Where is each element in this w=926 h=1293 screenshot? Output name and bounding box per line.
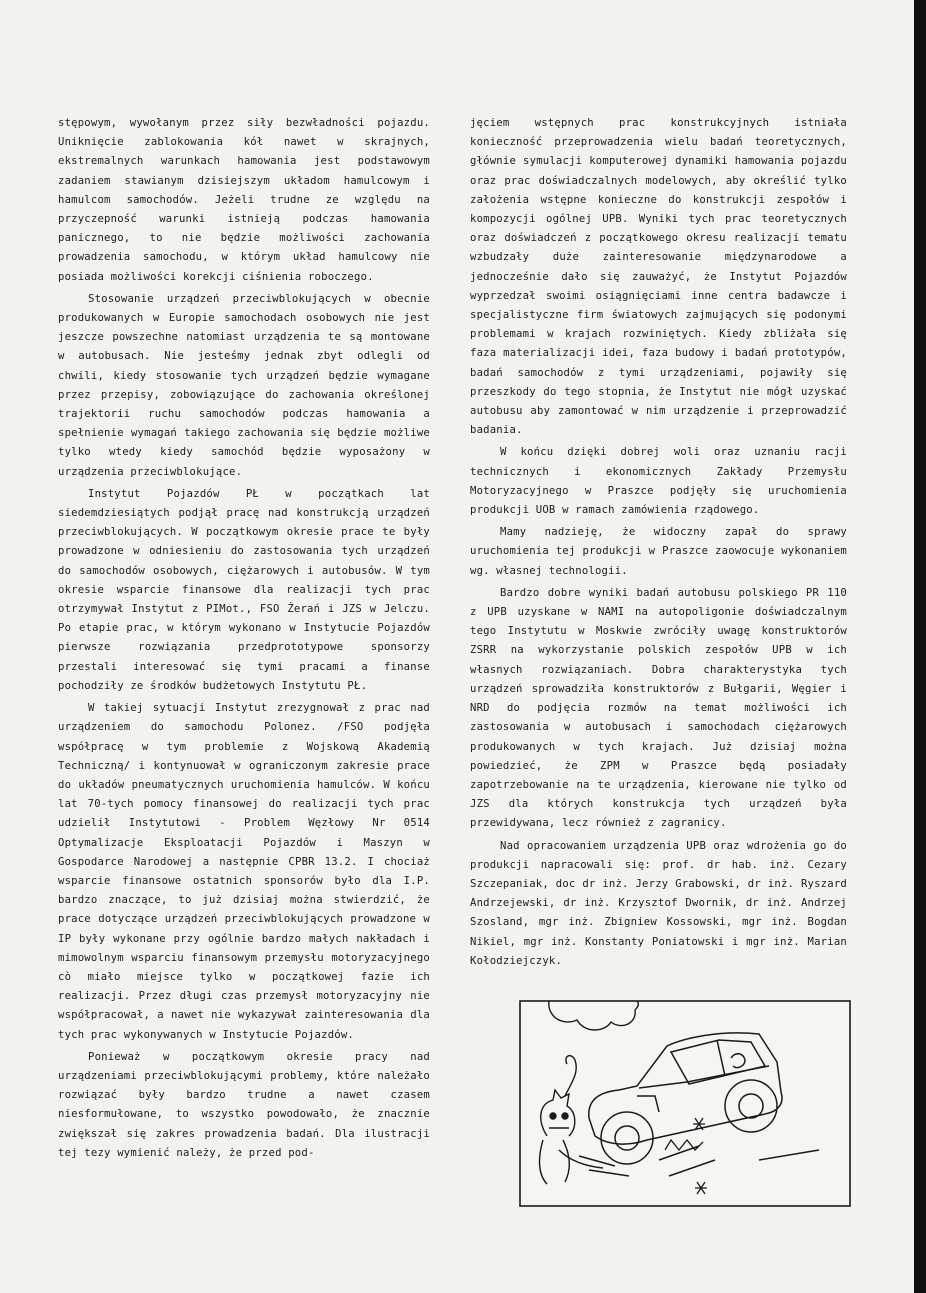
right-paragraph-1: jęciem wstępnych prac konstrukcyjnych istniała konieczność przeprowadzenia wielu badań teoretycznych, głównie symulacji komputerowej dynamiki hamowania pojazdu oraz prac doświadczalnych modelowych, aby określić tylko założenia wstępne konieczne do konstrukcji zespołów i kompozycji ogólnej UPB. Wyniki tych prac teoretycznych oraz doświadczeń z początkowego okresu realizacji tematu wzbudzały duże zainteresowanie międzynarodowe a jednocześnie dało się zauważyć, że Instytut Pojazdów wyprzedzał swoimi osiągnięciami inne centra badawcze i specjalistyczne firm światowych zajmujących się podonymi problemami w krajach rozwiniętych. Kiedy zbliżała się faza materializacji idei, faza budowy i badań prototypów, badań samochodów z tymi urządzeniami, pojawiły się przeszkody do tego stopnia, że Instytut nie mógł uzyskać autobusu aby zamontować w nim urządzenie i przeprowadzić badania. <box>470 117 847 437</box>
cat-eye <box>562 1113 568 1119</box>
cartoon-frame <box>520 1001 850 1206</box>
left-paragraph-2: Stosowanie urządzeń przeciwblokujących w obecnie produkowanych w Europie samochodach osobowych nie jest jeszcze powszechne natomiast urządzenia te są montowane w autobusach. Nie jesteśmy jednak zbyt odlegli od chwili, kiedy stosowanie tych urządzeń będzie wymagane przez przepisy, zobowiązujące do zachowania określonej trajektorii ruchu samochodów podczas hamowania a spełnienie wymagań takiego zachowania się będzie możliwe tylko wtedy kiedy samochód będzie wyposażony w urządzenia przeciwblokujące. <box>58 292 430 478</box>
right-paragraph-5: Nad opracowaniem urządzenia UPB oraz wdrożenia go do produkcji napracowali się: prof. dr hab. inż. Cezary Szczepaniak, doc dr inż. Jerzy Grabowski, dr inż. Ryszard Andrzejewski, dr inż. Krzysztof Dwornik, dr inż. Andrzej Szosland, mgr inż. Zbigniew Kossowski, mgr inż. Bogdan Nikiel, mgr inż. Konstanty Poniatowski i mgr inż. Marian Kołodziejczyk. <box>470 839 847 967</box>
left-paragraph-3: Instytut Pojazdów PŁ w początkach lat siedemdziesiątych podjął pracę nad konstrukcją urządzeń przeciwblokujących. W początkowym okresie prace te były prowadzone w odniesieniu do zastosowania tych urządzeń do samochodów osobowych, ciężarowych i autobusów. W tym okresie wsparcie finansowe dla realizacji tych prac otrzymywał Instytut z PIMot., FSO Żerań i JZS w Jelczu. Po etapie prac, w którym wykonano w Instytucie Pojazdów pierwsze rozwiązania przedprototypowe sponsorzy przestali interesować się tymi pracami a finanse pochodziły ze środków budżetowych Instytutu PŁ. <box>58 487 430 692</box>
car-braking-cartoon-illustration <box>519 1000 851 1207</box>
left-paragraph-1: stępowym, wywołanym przez siły bezwładności pojazdu. Uniknięcie zablokowania kół nawet w skrajnych, ekstremalnych warunkach hamowania jest podstawowym zadaniem stawianym dzisiejszym układom hamulcowym i hamulcom samochodów. Jeżeli trudne ze względu na przyczepność warunki istnieją podczas hamowania panicznego, to nie będzie możliwości zachowania prowadzenia samochodu, w którym układ hamulcowy nie posiada możliwości korekcji ciśnienia roboczego. <box>58 117 430 283</box>
left-text-column <box>58 114 430 1166</box>
right-text-column <box>470 114 847 974</box>
cat-eye <box>550 1113 556 1119</box>
page-edge-shadow <box>914 0 926 1293</box>
left-paragraph-4: W takiej sytuacji Instytut zrezygnował z prac nad urządzeniem do samochodu Polonez. /FSO podjęła współpracę w tym problemie z Wojskową Akademią Techniczną/ i kontynuował w ograniczonym zakresie prace do układów pneumatycznych uruchomienia hamulców. W końcu lat 70-tych pomocy finansowej do realizacji tych prac udzielił Instytutowi - Problem Węzłowy Nr 0514 Optymalizacje Eksploatacji Pojazdów i Maszyn w Gospodarce Narodowej a następnie CPBR 13.2. I chociaż wsparcie finansowe ostatnich sponsorów było dla I.P. bardzo znaczące, to już dzisiaj można stwierdzić, że prace dotyczące urządzeń przeciwblokujących prowadzone w IP były wykonane przy ogólnie bardzo małych nakładach i mimowolnym wsparciu finansowym przemysłu motoryzacyjnego cò miało miejsce tylko w początkowej fazie ich realizacji. Przez długi czas przemysł motoryzacyjny nie współpracował, a nawet nie wykazywał zainteresowania dla tych prac wykonywanych w Instytucie Pojazdów. <box>58 702 430 1041</box>
left-paragraph-5: Ponieważ w początkowym okresie pracy nad urządzeniami przeciwblokującymi problemy, które należało rozwiązać były bardzo trudne a nawet czasem niesformułowane, to wszystko powodowało, że znacznie zwiększał się zakres prowadzenia badań. Dla ilustracji tej tezy wymienić należy, że przed pod- <box>58 1050 430 1159</box>
right-paragraph-4: Bardzo dobre wyniki badań autobusu polskiego PR 110 z UPB uzyskane w NAMI na autopoligonie doświadczalnym tego Instytutu w Moskwie zwróciły uwagę konstruktorów ZSRR na wykorzystanie polskich zespołów UPB w ich własnych rozwiązaniach. Dobra charakterystyka tych urządzeń sprowadziła konstruktorów z Bułgarii, Węgier i NRD do podjęcia rozmów na temat możliwości ich zastosowania w autobusach i samochodach ciężarowych produkowanych w tych krajach. Już dzisiaj można powiedzieć, że ZPM w Praszce będą posiadały zapotrzebowanie na te urządzenia, kierowane nie tylko od JZS dla których konstrukcja tych urządzeń była przewidywana, lecz również z zagranicy. <box>470 586 847 830</box>
right-paragraph-3: Mamy nadzieję, że widoczny zapał do sprawy uruchomienia tej produkcji w Praszce zaowocuje wykonaniem wg. własnej technologii. <box>470 526 847 577</box>
right-paragraph-2: W końcu dzięki dobrej woli oraz uznaniu racji technicznych i ekonomicznych Zakłady Przemysłu Motoryzacyjnego w Praszce podjęły się uruchomienia produkcji UOB w ramach zamówienia rządowego. <box>470 446 847 517</box>
